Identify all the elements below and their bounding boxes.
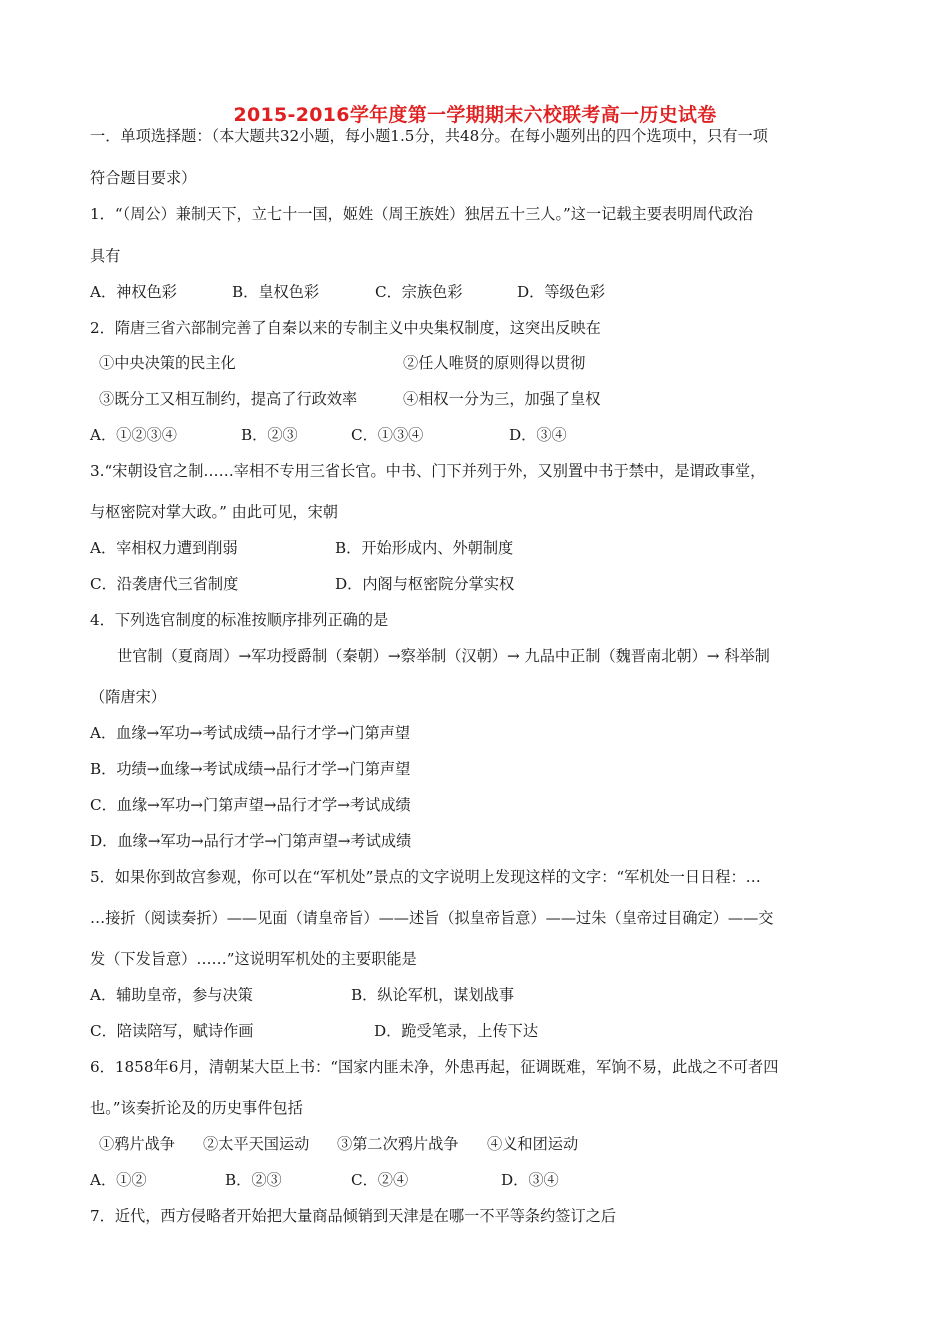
question-6-stem: 6．1858年6月，清朝某大臣上书：“国家内匪未净，外患再起，征调既难，军饷不易，此战之不可者四 [90, 1058, 779, 1076]
question-3-option-b: B．开始形成内、外朝制度 [335, 539, 514, 557]
question-2-option-b: B．②③ [241, 426, 298, 444]
question-6-stem: 也。”该奏折论及的历史事件包括 [90, 1099, 303, 1117]
exam-title: 2015-2016学年度第一学期期末六校联考高一历史试卷 [233, 104, 717, 126]
question-1-option-d: D．等级色彩 [517, 283, 606, 301]
question-5-option-d: D．跪受笔录，上传下达 [374, 1022, 539, 1040]
question-6-item: ②太平天国运动 [203, 1135, 310, 1153]
question-1-stem: 1．“（周公）兼制天下，立七十一国，姬姓（周王族姓）独居五十三人。”这一记载主要表明周代政治 [90, 205, 754, 223]
question-5-stem: 5．如果你到故宫参观，你可以在“军机处”景点的文字说明上发现这样的文字：“军机处一日日程：… [90, 868, 761, 886]
question-4-stem: 4．下列选官制度的标准按顺序排列正确的是 [90, 611, 389, 629]
question-3-option-a: A．宰相权力遭到削弱 [90, 539, 238, 557]
section-header-line: 一．单项选择题：（本大题共32小题，每小题1.5分，共48分。在每小题列出的四个选项中，只有一项 [90, 127, 768, 145]
question-4-option-c: C．血缘→军功→门第声望→品行才学→考试成绩 [90, 796, 411, 814]
question-4-option-a: A．血缘→军功→考试成绩→品行才学→门第声望 [90, 724, 411, 742]
question-6-option-a: A．①② [90, 1171, 147, 1189]
question-2-option-c: C．①③④ [351, 426, 424, 444]
question-5-stem: 发（下发旨意）……”这说明军机处的主要职能是 [90, 950, 417, 968]
question-2-item: ③既分工又相互制约，提高了行政效率 [99, 390, 358, 408]
question-6-option-c: C．②④ [351, 1171, 409, 1189]
question-5-stem: …接折（阅读奏折）——见面（请皇帝旨）——述旨（拟皇帝旨意）——过朱（皇帝过目确定）——交 [90, 909, 774, 927]
section-header-line: 符合题目要求） [90, 169, 197, 187]
question-2-stem: 2．隋唐三省六部制完善了自秦以来的专制主义中央集权制度，这突出反映在 [90, 319, 601, 337]
question-4-option-b: B．功绩→血缘→考试成绩→品行才学→门第声望 [90, 760, 411, 778]
question-2-item: ①中央决策的民主化 [99, 354, 236, 372]
question-7-stem: 7．近代，西方侵略者开始把大量商品倾销到天津是在哪一不平等条约签订之后 [90, 1207, 617, 1225]
question-6-item: ③第二次鸦片战争 [337, 1135, 459, 1153]
question-2-item: ②任人唯贤的原则得以贯彻 [403, 354, 586, 372]
question-1-option-a: A．神权色彩 [90, 283, 177, 301]
question-5-option-b: B．纵论军机，谋划战事 [351, 986, 515, 1004]
question-4-option-d: D．血缘→军功→品行才学→门第声望→考试成绩 [90, 832, 412, 850]
question-2-option-d: D．③④ [509, 426, 567, 444]
question-6-item: ①鸦片战争 [99, 1135, 175, 1153]
question-3-option-d: D．内阁与枢密院分掌实权 [335, 575, 515, 593]
question-6-item: ④义和团运动 [487, 1135, 579, 1153]
question-3-stem: 3.“宋朝设官之制……宰相不专用三省长官。中书、门下并列于外，又别置中书于禁中，是谓政事堂， [90, 462, 766, 480]
question-4-stem: 世官制（夏商周）→军功授爵制（秦朝）→察举制（汉朝）→ 九品中正制（魏晋南北朝）→ 科举制 [117, 647, 770, 665]
question-6-option-d: D．③④ [501, 1171, 559, 1189]
question-4-stem: （隋唐宋） [90, 688, 166, 706]
question-6-option-b: B．②③ [225, 1171, 282, 1189]
question-2-option-a: A．①②③④ [90, 426, 177, 444]
question-1-option-c: C．宗族色彩 [375, 283, 463, 301]
question-1-option-b: B．皇权色彩 [232, 283, 320, 301]
question-3-option-c: C．沿袭唐代三省制度 [90, 575, 239, 593]
question-1-stem: 具有 [90, 247, 121, 265]
question-3-stem: 与枢密院对掌大政。” 由此可见，宋朝 [90, 503, 338, 521]
question-2-item: ④相权一分为三，加强了皇权 [403, 390, 601, 408]
question-5-option-a: A．辅助皇帝，参与决策 [90, 986, 253, 1004]
question-5-option-c: C．陪读陪写，赋诗作画 [90, 1022, 254, 1040]
